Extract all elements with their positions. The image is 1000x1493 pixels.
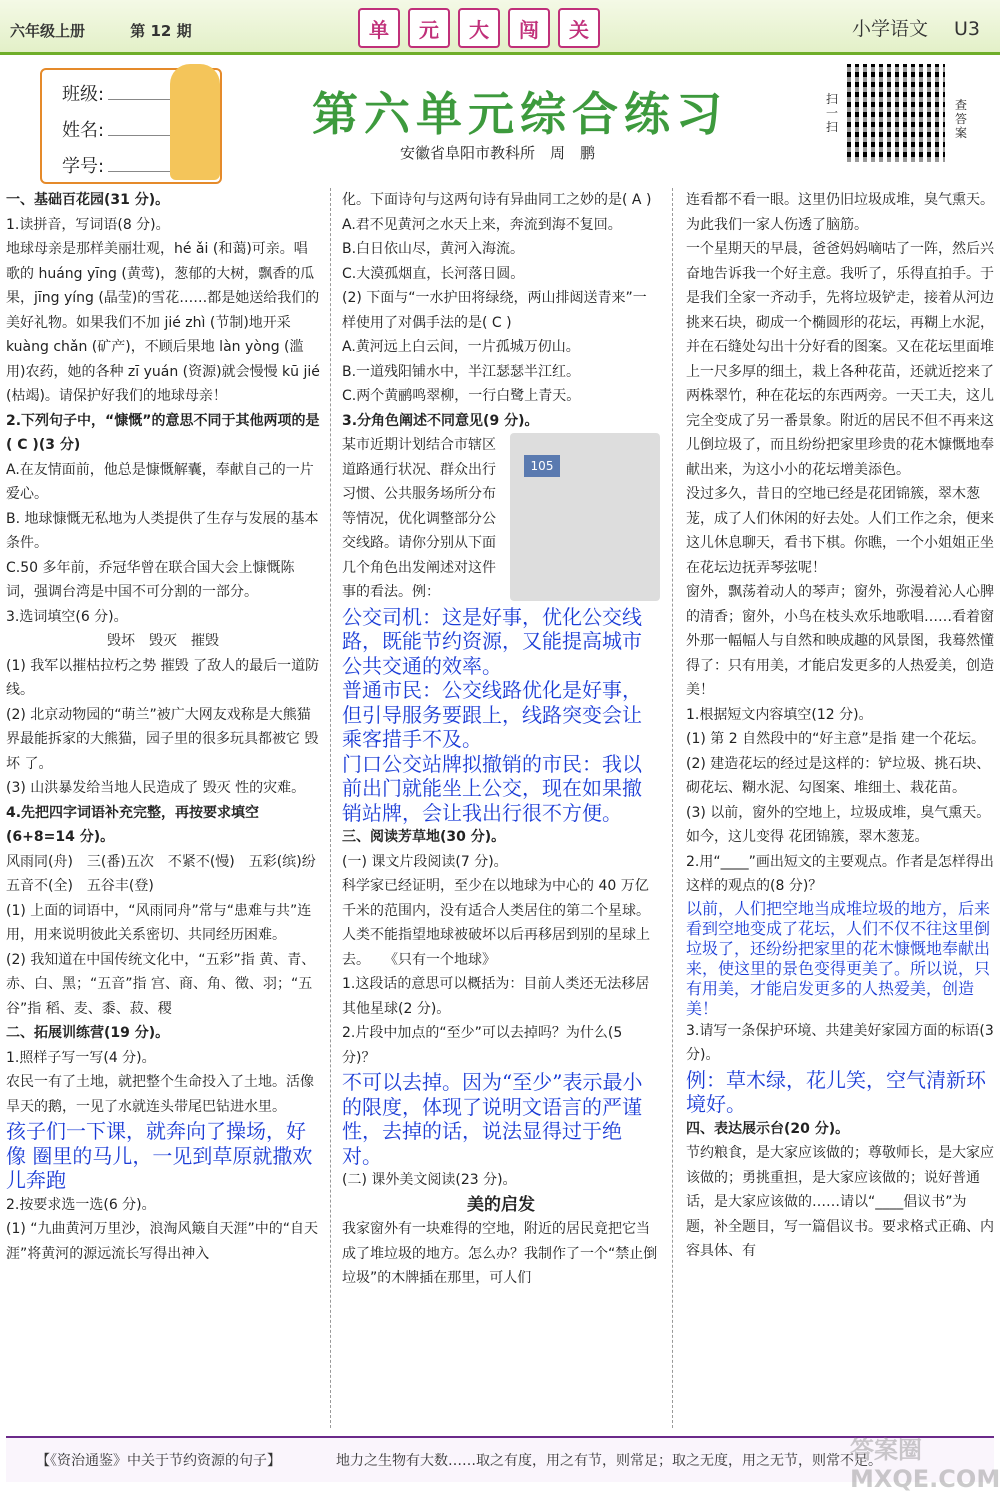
question: 3.分角色阐述不同意见(9 分)。	[342, 412, 539, 429]
header-bar	[0, 0, 1000, 55]
section-heading: 二、拓展训练营(19 分)。	[6, 1025, 170, 1041]
name-label: 姓名:	[62, 120, 105, 141]
option: B. 地球慷慨无私地为人类提供了生存与发展的基本条件。	[6, 510, 319, 551]
bus-stop-illustration	[510, 433, 660, 601]
issue-info	[10, 20, 232, 41]
word-bank: 毁坏 毁灭 摧毁	[107, 633, 219, 649]
passage: 地球母亲是那样美丽壮观，hé ǎi (和蔼)可亲。唱歌的 huáng yīng (黄莺)，葱郁的大树，飘香的瓜果，jīng yíng (晶莹)的雪花……都是她送给我们的美好礼物。如果我们不加 jié zhì (节制)地开采 kuàng chǎn (矿产)，不顾后果地 làn yòng (滥用)农药，她的各种 zī yuán (资源)就会慢慢 kū jié (枯竭)。请保护好我们的地球母亲！	[6, 241, 320, 404]
passage: 一个星期天的早晨，爸爸妈妈嘀咕了一阵，然后兴奋地告诉我一个好主意。我听了，乐得直拍手。于是我们全家一齐动手，先将垃圾铲走，接着从河边挑来石块，砌成一个椭圆形的花坛，再糊上水泥，并在石缝处勾出十分好看的图案。又在花坛里面堆上一尺多厚的细土，栽上各种花苗，还就近挖来了两株翠竹，种在花坛的东西两旁。一天工夫，这儿完全变成了另一番景象。附近的居民不但不再来这儿倒垃圾了，而且纷纷把家里珍贵的花木慷慨地奉献出来，为这小小的花坛增美添色。	[686, 241, 994, 478]
column-divider	[672, 188, 674, 1428]
question: 节约粮食，是大家应该做的；尊敬师长，是大家应该做的；勇挑重担，是大家应该做的；说好普通话，是大家应该做的……请以“____倡议书”为题，补全题目，写一篇倡议书。要求格式正确、内容具体、有	[686, 1145, 994, 1259]
passage: 我家窗外有一块难得的空地，附近的居民竟把它当成了堆垃圾的地方。怎么办？我制作了一个“禁止倒垃圾”的木牌插在那里，可人们	[342, 1221, 658, 1286]
page-title: 第六单元综合练习	[312, 87, 728, 141]
option: C.两个黄鹂鸣翠柳，一行白鹭上青天。	[342, 388, 581, 404]
question: (1) “九曲黄河万里沙，浪淘风簸自天涯”中的“自天涯”将黄河的源远流长写得出神入	[6, 1221, 319, 1262]
section-heading: 三、阅读芳草地(30 分)。	[342, 829, 506, 845]
question: 化。下面诗句与这两句诗有异曲同工之妙的是( A )	[342, 192, 652, 208]
option: A.君不见黄河之水天上来，奔流到海不复回。	[342, 216, 622, 233]
qr-caption-left: 扫一扫	[826, 92, 839, 134]
answer-item: (3) 以前，窗外的空地上，垃圾成堆，臭气熏天。如今，这儿变得 花团锦簇，翠木葱茏。	[686, 804, 991, 845]
question: 4.先把四字词语补充完整，再按要求填空(6+8=14 分)。	[6, 804, 260, 845]
option: C.大漠孤烟直，长河落日圆。	[342, 265, 525, 282]
bus-sign: 105	[524, 455, 560, 477]
answer-item: (3) 山洪暴发给当地人民造成了 毁灭 性的灾难。	[6, 780, 306, 796]
column-1	[6, 188, 330, 1266]
question: 2.片段中加点的“至少”可以去掉吗？为什么(5 分)？	[342, 1025, 623, 1066]
section-heading: 一、基础百花园(31 分)。	[6, 192, 170, 208]
answer-item: (2) 建造花坛的经过是这样的：铲垃圾、挑石块、砌花坛、糊水泥、勾图案、堆细土、栽花苗。	[686, 755, 991, 796]
stamp: 大	[458, 8, 500, 48]
question: 1.根据短文内容填空(12 分)。	[686, 706, 873, 723]
watermark: 答案圈 MXQE.COM	[850, 1436, 1000, 1493]
question: 2.用“____”画出短文的主要观点。作者是怎样得出这样的观点的(8 分)？	[686, 853, 994, 894]
column-3	[686, 188, 994, 1264]
handwritten-answer: 以前，人们把空地当成堆垃圾的地方，后来看到空地变成了花坛，人们不仅不往这里倒垃圾了，还纷纷把家里的花木慷慨地奉献出来，使这里的景色变得更美了。所以说，只有用美，才能启发更多的人热爱美，创造美！	[686, 898, 991, 1018]
answer-item: (2) 北京动物园的“萌兰”被广大网友戏称是大熊猫界最能拆家的大熊猫，园子里的很多玩具都被它 毁坏 了。	[6, 706, 319, 772]
option: C.50 多年前，乔冠华曾在联合国大会上慷慨陈词，强调台湾是中国不可分割的一部分。	[6, 559, 295, 600]
column-2	[342, 188, 660, 1291]
passage: 没过多久，昔日的空地已经是花团锦簇，翠木葱茏，成了人们休闲的好去处。人们工作之余，便来这儿休息聊天，看书下棋。你瞧，一个小姐姐正坐在花坛边抚弄琴弦呢！	[686, 486, 994, 576]
stamp: 关	[558, 8, 600, 48]
idiom-list: 风雨同(舟) 三(番)五次 不紧不(慢) 五彩(缤)纷 五音不(全) 五谷丰(登)	[6, 853, 330, 894]
article-title: 美的启发	[467, 1194, 535, 1215]
question: 3.请写一条保护环境、共建美好家园方面的标语(3 分)。	[686, 1022, 994, 1063]
issue-label: 第 12 期	[130, 22, 192, 40]
option: A.在友情面前，他总是慷慨解囊，奉献自己的一片爱心。	[6, 461, 314, 502]
handwritten-answer: 门口公交站牌拟撤销的市民：我以前出门就能坐上公交，现在如果撤销站牌，会让我出行很不方便。	[342, 751, 642, 825]
handwritten-answer: 不可以去掉。因为“至少”表示最小的限度，体现了说明文语言的严谨性，去掉的话，说法显得过于绝对。	[342, 1070, 643, 1168]
passage: 窗外，飘荡着动人的琴声；窗外，弥漫着沁人心脾的清香；窗外，小鸟在枝头欢乐地歌唱……看着窗外那一幅幅人与自然和映成趣的风景图，我蓦然懂得了：只有用美，才能启发更多的人热爱美，创造美！	[686, 584, 994, 698]
subsection-heading: (二) 课外美文阅读(23 分)。	[342, 1172, 517, 1188]
passage: 连看都不看一眼。这里仍旧垃圾成堆，臭气熏天。为此我们一家人伤透了脑筋。	[686, 192, 994, 233]
handwritten-answer: 孩子们一下课，就奔向了操场，好像 圈里的马儿，一见到草原就撒欢儿奔跑	[6, 1119, 313, 1192]
option: B.一道残阳铺水中，半江瑟瑟半江红。	[342, 363, 581, 380]
unit-stamps	[358, 8, 600, 48]
passage: 某市近期计划结合市辖区道路通行状况、群众出行习惯、公共服务场所分布等情况，优化调整部分公交线路。请你分别从下面几个角色出发阐述对这件事的看法。例：	[342, 437, 496, 600]
handwritten-answer: 公交司机：这是好事，优化公交线路，既能节约资源，又能提高城市公共交通的效率。	[342, 604, 642, 678]
footer-quote-source: 【《资治通鉴》中关于节约资源的句子】	[36, 1453, 281, 1469]
column-divider	[330, 188, 332, 1428]
class-label: 班级:	[62, 84, 105, 105]
question: 3.选词填空(6 分)。	[6, 608, 128, 625]
stamp: 单	[358, 8, 400, 48]
passage: 科学家已经证明，至少在以地球为中心的 40 万亿千米的范围内，没有适合人类居住的第二个星球。人类不能指望地球被破坏以后再移居到别的星球上去。 《只有一个地球》	[342, 878, 650, 968]
subject-label: 小学语文	[851, 18, 928, 40]
giraffe-illustration	[170, 64, 220, 180]
qr-caption-right: 查答案	[955, 98, 968, 140]
handwritten-answer: 例：草木绿，花儿笑，空气清新环境好。	[686, 1067, 986, 1116]
option: B.白日依山尽，黄河入海流。	[342, 241, 525, 257]
answer-item: (1) 我军以摧枯拉朽之势 摧毁 了敌人的最后一道防线。	[6, 657, 320, 698]
author-line: 安徽省阜阳市教科所 周 鹏	[400, 144, 596, 162]
answer-item: (2) 我知道在中国传统文化中，“五彩”指 黄、青、赤、白、黑；“五音”指 宫、商、角、徵、羽；“五谷”指 稻、麦、黍、菽、稷	[6, 951, 316, 1017]
subject-info	[832, 14, 980, 41]
section-heading: 四、表达展示台(20 分)。	[686, 1120, 850, 1137]
option: A.黄河远上白云间，一片孤城万仞山。	[342, 339, 580, 355]
qr-code-icon[interactable]	[847, 64, 945, 162]
question: 1.读拼音，写词语(8 分)。	[6, 216, 170, 233]
stamp: 元	[408, 8, 450, 48]
page-number: U3	[954, 18, 980, 40]
handwritten-answer: 普通市民：公交线路优化是好事，但引导服务要跟上，线路突变会让乘客措手不及。	[342, 678, 642, 751]
example-text: 农民一有了土地，就把整个生命投入了土地。活像旱天的鹅，一见了水就连头带尾巴钻进水里。	[6, 1074, 314, 1115]
question: 2.按要求选一选(6 分)。	[6, 1196, 156, 1213]
footer-bar	[6, 1436, 994, 1482]
footer-quote-text: 地力之生物有大数……取之有度，用之有节，则常足；取之无度，用之无节，则常不足。	[336, 1453, 882, 1469]
subsection-heading: (一) 课文片段阅读(7 分)。	[342, 853, 508, 870]
grade-label: 六年级上册	[10, 22, 86, 40]
stamp: 闯	[508, 8, 550, 48]
answer-item: (1) 第 2 自然段中的“好主意”是指 建一个花坛。	[686, 731, 986, 747]
id-label: 学号:	[62, 156, 105, 177]
question: 1.照样子写一写(4 分)。	[6, 1049, 156, 1066]
question: (2) 下面与“一水护田将绿绕，两山排闼送青来”一样使用了对偶手法的是( C )	[342, 290, 647, 331]
question: 2.下列句子中，“慷慨”的意思不同于其他两项的是( C )(3 分)	[6, 412, 320, 453]
question: 1.这段话的意思可以概括为：目前人类还无法移居其他星球(2 分)。	[342, 976, 650, 1017]
answer-item: (1) 上面的词语中，“风雨同舟”常与“患难与共”连用，用来说明彼此关系密切、共同经历困难。	[6, 902, 312, 943]
